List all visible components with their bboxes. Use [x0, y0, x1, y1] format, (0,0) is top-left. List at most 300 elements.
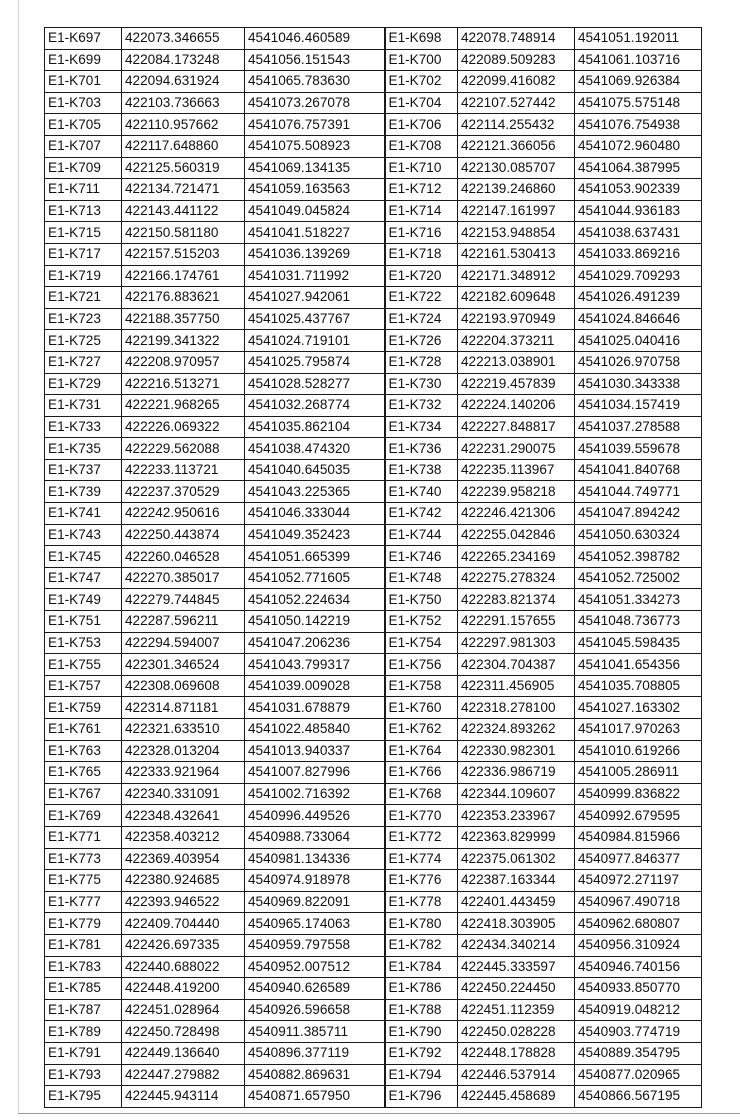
point-id-cell: E1-K782	[385, 934, 458, 956]
point-id-cell: E1-K740	[385, 481, 458, 503]
point-id-cell: E1-K732	[385, 395, 458, 417]
y-coordinate-cell: 4541031.711992	[245, 265, 385, 287]
y-coordinate-cell: 4540962.680807	[575, 913, 702, 935]
y-coordinate-cell: 4541026.970758	[575, 351, 702, 373]
y-coordinate-cell: 4541037.278588	[575, 416, 702, 438]
x-coordinate-cell: 422369.403954	[122, 848, 245, 870]
point-id-cell: E1-K787	[45, 999, 122, 1021]
x-coordinate-cell: 422446.537914	[458, 1064, 575, 1086]
x-coordinate-cell: 422153.948854	[458, 222, 575, 244]
y-coordinate-cell: 4540919.048212	[575, 999, 702, 1021]
point-id-cell: E1-K773	[45, 848, 122, 870]
table-row	[45, 740, 702, 762]
y-coordinate-cell: 4541038.474320	[245, 438, 385, 460]
x-coordinate-cell: 422353.233967	[458, 805, 575, 827]
y-coordinate-cell: 4540926.596658	[245, 999, 385, 1021]
x-coordinate-cell: 422283.821374	[458, 589, 575, 611]
point-id-cell: E1-K791	[45, 1042, 122, 1064]
point-id-cell: E1-K748	[385, 567, 458, 589]
y-coordinate-cell: 4541040.645035	[245, 459, 385, 481]
x-coordinate-cell: 422224.140206	[458, 395, 575, 417]
y-coordinate-cell: 4541031.678879	[245, 697, 385, 719]
y-coordinate-cell: 4541025.795874	[245, 351, 385, 373]
table-row	[45, 243, 702, 265]
point-id-cell: E1-K727	[45, 351, 122, 373]
x-coordinate-cell: 422358.403212	[122, 826, 245, 848]
table-row	[45, 351, 702, 373]
point-id-cell: E1-K729	[45, 373, 122, 395]
x-coordinate-cell: 422239.958218	[458, 481, 575, 503]
table-row	[45, 1042, 702, 1064]
y-coordinate-cell: 4541065.783630	[245, 71, 385, 93]
y-coordinate-cell: 4541049.352423	[245, 524, 385, 546]
x-coordinate-cell: 422401.443459	[458, 891, 575, 913]
table-row	[45, 891, 702, 913]
y-coordinate-cell: 4541053.902339	[575, 179, 702, 201]
table-row	[45, 481, 702, 503]
y-coordinate-cell: 4540933.850770	[575, 978, 702, 1000]
x-coordinate-cell: 422134.721471	[122, 179, 245, 201]
y-coordinate-cell: 4540946.740156	[575, 956, 702, 978]
point-id-cell: E1-K751	[45, 611, 122, 633]
point-id-cell: E1-K757	[45, 675, 122, 697]
y-coordinate-cell: 4541052.771605	[245, 567, 385, 589]
point-id-cell: E1-K762	[385, 719, 458, 741]
point-id-cell: E1-K746	[385, 546, 458, 568]
table-row	[45, 287, 702, 309]
y-coordinate-cell: 4540952.007512	[245, 956, 385, 978]
table-row	[45, 330, 702, 352]
x-coordinate-cell: 422291.157655	[458, 611, 575, 633]
y-coordinate-cell: 4541076.754938	[575, 114, 702, 136]
point-id-cell: E1-K749	[45, 589, 122, 611]
point-id-cell: E1-K789	[45, 1021, 122, 1043]
table-row	[45, 503, 702, 525]
x-coordinate-cell: 422434.340214	[458, 934, 575, 956]
y-coordinate-cell: 4540866.567195	[575, 1086, 702, 1108]
point-id-cell: E1-K750	[385, 589, 458, 611]
table-row	[45, 762, 702, 784]
table-row	[45, 934, 702, 956]
y-coordinate-cell: 4541041.518227	[245, 222, 385, 244]
x-coordinate-cell: 422242.950616	[122, 503, 245, 525]
y-coordinate-cell: 4541051.192011	[575, 28, 702, 50]
point-id-cell: E1-K714	[385, 200, 458, 222]
table-row	[45, 200, 702, 222]
x-coordinate-cell: 422246.421306	[458, 503, 575, 525]
point-id-cell: E1-K755	[45, 654, 122, 676]
table-row	[45, 1021, 702, 1043]
y-coordinate-cell: 4540977.846377	[575, 848, 702, 870]
point-id-cell: E1-K788	[385, 999, 458, 1021]
table-row	[45, 373, 702, 395]
point-id-cell: E1-K774	[385, 848, 458, 870]
y-coordinate-cell: 4541039.009028	[245, 675, 385, 697]
x-coordinate-cell: 422171.348912	[458, 265, 575, 287]
point-id-cell: E1-K712	[385, 179, 458, 201]
point-id-cell: E1-K735	[45, 438, 122, 460]
x-coordinate-cell: 422182.609648	[458, 287, 575, 309]
point-id-cell: E1-K790	[385, 1021, 458, 1043]
x-coordinate-cell: 422150.581180	[122, 222, 245, 244]
point-id-cell: E1-K769	[45, 805, 122, 827]
x-coordinate-cell: 422270.385017	[122, 567, 245, 589]
point-id-cell: E1-K720	[385, 265, 458, 287]
y-coordinate-cell: 4540984.815966	[575, 826, 702, 848]
y-coordinate-cell: 4541028.528277	[245, 373, 385, 395]
point-id-cell: E1-K739	[45, 481, 122, 503]
point-id-cell: E1-K731	[45, 395, 122, 417]
y-coordinate-cell: 4541039.559678	[575, 438, 702, 460]
point-id-cell: E1-K738	[385, 459, 458, 481]
point-id-cell: E1-K716	[385, 222, 458, 244]
x-coordinate-cell: 422449.136640	[122, 1042, 245, 1064]
point-id-cell: E1-K778	[385, 891, 458, 913]
x-coordinate-cell: 422213.038901	[458, 351, 575, 373]
x-coordinate-cell: 422110.957662	[122, 114, 245, 136]
point-id-cell: E1-K724	[385, 308, 458, 330]
table-row	[45, 546, 702, 568]
y-coordinate-cell: 4541005.286911	[575, 762, 702, 784]
point-id-cell: E1-K783	[45, 956, 122, 978]
x-coordinate-cell: 422125.560319	[122, 157, 245, 179]
table-row	[45, 222, 702, 244]
point-id-cell: E1-K759	[45, 697, 122, 719]
point-id-cell: E1-K794	[385, 1064, 458, 1086]
y-coordinate-cell: 4541044.936183	[575, 200, 702, 222]
table-row	[45, 589, 702, 611]
table-row	[45, 826, 702, 848]
x-coordinate-cell: 422308.069608	[122, 675, 245, 697]
y-coordinate-cell: 4541034.157419	[575, 395, 702, 417]
x-coordinate-cell: 422324.893262	[458, 719, 575, 741]
point-id-cell: E1-K780	[385, 913, 458, 935]
x-coordinate-cell: 422314.871181	[122, 697, 245, 719]
x-coordinate-cell: 422231.290075	[458, 438, 575, 460]
point-id-cell: E1-K723	[45, 308, 122, 330]
x-coordinate-cell: 422445.333597	[458, 956, 575, 978]
point-id-cell: E1-K792	[385, 1042, 458, 1064]
y-coordinate-cell: 4541052.725002	[575, 567, 702, 589]
x-coordinate-cell: 422393.946522	[122, 891, 245, 913]
point-id-cell: E1-K775	[45, 870, 122, 892]
x-coordinate-cell: 422287.596211	[122, 611, 245, 633]
point-id-cell: E1-K767	[45, 783, 122, 805]
y-coordinate-cell: 4541010.619266	[575, 740, 702, 762]
y-coordinate-cell: 4541048.736773	[575, 611, 702, 633]
y-coordinate-cell: 4541046.333044	[245, 503, 385, 525]
y-coordinate-cell: 4541035.862104	[245, 416, 385, 438]
y-coordinate-cell: 4540903.774719	[575, 1021, 702, 1043]
point-id-cell: E1-K698	[385, 28, 458, 50]
point-id-cell: E1-K765	[45, 762, 122, 784]
x-coordinate-cell: 422265.234169	[458, 546, 575, 568]
y-coordinate-cell: 4540871.657950	[245, 1086, 385, 1108]
x-coordinate-cell: 422380.924685	[122, 870, 245, 892]
table-row	[45, 459, 702, 481]
y-coordinate-cell: 4541064.387995	[575, 157, 702, 179]
x-coordinate-cell: 422121.366056	[458, 135, 575, 157]
y-coordinate-cell: 4541075.575148	[575, 92, 702, 114]
x-coordinate-cell: 422073.346655	[122, 28, 245, 50]
point-id-cell: E1-K756	[385, 654, 458, 676]
x-coordinate-cell: 422099.416082	[458, 71, 575, 93]
x-coordinate-cell: 422387.163344	[458, 870, 575, 892]
point-id-cell: E1-K793	[45, 1064, 122, 1086]
point-id-cell: E1-K796	[385, 1086, 458, 1108]
scan-bottom-edge	[18, 1113, 740, 1114]
table-row	[45, 49, 702, 71]
point-id-cell: E1-K741	[45, 503, 122, 525]
y-coordinate-cell: 4540981.134336	[245, 848, 385, 870]
point-id-cell: E1-K722	[385, 287, 458, 309]
y-coordinate-cell: 4541027.163302	[575, 697, 702, 719]
point-id-cell: E1-K758	[385, 675, 458, 697]
y-coordinate-cell: 4541032.268774	[245, 395, 385, 417]
x-coordinate-cell: 422328.013204	[122, 740, 245, 762]
x-coordinate-cell: 422450.028228	[458, 1021, 575, 1043]
point-id-cell: E1-K719	[45, 265, 122, 287]
x-coordinate-cell: 422321.633510	[122, 719, 245, 741]
point-id-cell: E1-K745	[45, 546, 122, 568]
y-coordinate-cell: 4541061.103716	[575, 49, 702, 71]
x-coordinate-cell: 422147.161997	[458, 200, 575, 222]
x-coordinate-cell: 422103.736663	[122, 92, 245, 114]
y-coordinate-cell: 4541051.665399	[245, 546, 385, 568]
point-id-cell: E1-K761	[45, 719, 122, 741]
y-coordinate-cell: 4541025.437767	[245, 308, 385, 330]
point-id-cell: E1-K711	[45, 179, 122, 201]
y-coordinate-cell: 4541056.151543	[245, 49, 385, 71]
point-id-cell: E1-K701	[45, 71, 122, 93]
point-id-cell: E1-K713	[45, 200, 122, 222]
point-id-cell: E1-K771	[45, 826, 122, 848]
x-coordinate-cell: 422237.370529	[122, 481, 245, 503]
point-id-cell: E1-K766	[385, 762, 458, 784]
y-coordinate-cell: 4540877.020965	[575, 1064, 702, 1086]
x-coordinate-cell: 422440.688022	[122, 956, 245, 978]
x-coordinate-cell: 422176.883621	[122, 287, 245, 309]
x-coordinate-cell: 422255.042846	[458, 524, 575, 546]
point-id-cell: E1-K718	[385, 243, 458, 265]
x-coordinate-cell: 422297.981303	[458, 632, 575, 654]
x-coordinate-cell: 422078.748914	[458, 28, 575, 50]
table-row	[45, 265, 702, 287]
table-row	[45, 92, 702, 114]
point-id-cell: E1-K770	[385, 805, 458, 827]
x-coordinate-cell: 422221.968265	[122, 395, 245, 417]
table-row	[45, 675, 702, 697]
x-coordinate-cell: 422275.278324	[458, 567, 575, 589]
table-row	[45, 1064, 702, 1086]
point-id-cell: E1-K763	[45, 740, 122, 762]
y-coordinate-cell: 4541036.139269	[245, 243, 385, 265]
point-id-cell: E1-K734	[385, 416, 458, 438]
y-coordinate-cell: 4541013.940337	[245, 740, 385, 762]
y-coordinate-cell: 4541025.040416	[575, 330, 702, 352]
y-coordinate-cell: 4541041.654356	[575, 654, 702, 676]
x-coordinate-cell: 422107.527442	[458, 92, 575, 114]
y-coordinate-cell: 4541038.637431	[575, 222, 702, 244]
y-coordinate-cell: 4541026.491239	[575, 287, 702, 309]
point-id-cell: E1-K707	[45, 135, 122, 157]
y-coordinate-cell: 4540967.490718	[575, 891, 702, 913]
table-row	[45, 999, 702, 1021]
point-id-cell: E1-K721	[45, 287, 122, 309]
table-row	[45, 719, 702, 741]
x-coordinate-cell: 422448.419200	[122, 978, 245, 1000]
x-coordinate-cell: 422166.174761	[122, 265, 245, 287]
point-id-cell: E1-K700	[385, 49, 458, 71]
point-id-cell: E1-K706	[385, 114, 458, 136]
x-coordinate-cell: 422117.648860	[122, 135, 245, 157]
y-coordinate-cell: 4541044.749771	[575, 481, 702, 503]
x-coordinate-cell: 422130.085707	[458, 157, 575, 179]
x-coordinate-cell: 422311.456905	[458, 675, 575, 697]
point-id-cell: E1-K753	[45, 632, 122, 654]
table-row	[45, 978, 702, 1000]
x-coordinate-cell: 422157.515203	[122, 243, 245, 265]
y-coordinate-cell: 4541046.460589	[245, 28, 385, 50]
table-row	[45, 28, 702, 50]
y-coordinate-cell: 4541073.267078	[245, 92, 385, 114]
y-coordinate-cell: 4540940.626589	[245, 978, 385, 1000]
y-coordinate-cell: 4541041.840768	[575, 459, 702, 481]
point-id-cell: E1-K772	[385, 826, 458, 848]
x-coordinate-cell: 422260.046528	[122, 546, 245, 568]
y-coordinate-cell: 4540969.822091	[245, 891, 385, 913]
point-id-cell: E1-K768	[385, 783, 458, 805]
y-coordinate-cell: 4541027.942061	[245, 287, 385, 309]
x-coordinate-cell: 422375.061302	[458, 848, 575, 870]
x-coordinate-cell: 422363.829999	[458, 826, 575, 848]
table-row	[45, 524, 702, 546]
table-row	[45, 114, 702, 136]
y-coordinate-cell: 4541050.630324	[575, 524, 702, 546]
point-id-cell: E1-K736	[385, 438, 458, 460]
y-coordinate-cell: 4540965.174063	[245, 913, 385, 935]
x-coordinate-cell: 422450.224450	[458, 978, 575, 1000]
x-coordinate-cell: 422229.562088	[122, 438, 245, 460]
x-coordinate-cell: 422204.373211	[458, 330, 575, 352]
point-id-cell: E1-K708	[385, 135, 458, 157]
x-coordinate-cell: 422448.178828	[458, 1042, 575, 1064]
table-row	[45, 870, 702, 892]
y-coordinate-cell: 4541072.960480	[575, 135, 702, 157]
x-coordinate-cell: 422344.109607	[458, 783, 575, 805]
x-coordinate-cell: 422340.331091	[122, 783, 245, 805]
point-id-cell: E1-K697	[45, 28, 122, 50]
y-coordinate-cell: 4541024.846646	[575, 308, 702, 330]
point-id-cell: E1-K781	[45, 934, 122, 956]
x-coordinate-cell: 422450.728498	[122, 1021, 245, 1043]
table-row	[45, 632, 702, 654]
x-coordinate-cell: 422188.357750	[122, 308, 245, 330]
y-coordinate-cell: 4541050.142219	[245, 611, 385, 633]
point-id-cell: E1-K760	[385, 697, 458, 719]
y-coordinate-cell: 4541017.970263	[575, 719, 702, 741]
x-coordinate-cell: 422250.443874	[122, 524, 245, 546]
x-coordinate-cell: 422304.704387	[458, 654, 575, 676]
y-coordinate-cell: 4541047.894242	[575, 503, 702, 525]
y-coordinate-cell: 4541045.598435	[575, 632, 702, 654]
y-coordinate-cell: 4541052.398782	[575, 546, 702, 568]
point-id-cell: E1-K776	[385, 870, 458, 892]
point-id-cell: E1-K730	[385, 373, 458, 395]
point-id-cell: E1-K715	[45, 222, 122, 244]
point-id-cell: E1-K703	[45, 92, 122, 114]
point-id-cell: E1-K737	[45, 459, 122, 481]
x-coordinate-cell: 422193.970949	[458, 308, 575, 330]
coordinate-table-body	[45, 28, 702, 1108]
y-coordinate-cell: 4540996.449526	[245, 805, 385, 827]
x-coordinate-cell: 422227.848817	[458, 416, 575, 438]
y-coordinate-cell: 4541076.757391	[245, 114, 385, 136]
table-row	[45, 1086, 702, 1108]
x-coordinate-cell: 422418.303905	[458, 913, 575, 935]
x-coordinate-cell: 422294.594007	[122, 632, 245, 654]
point-id-cell: E1-K704	[385, 92, 458, 114]
point-id-cell: E1-K747	[45, 567, 122, 589]
x-coordinate-cell: 422216.513271	[122, 373, 245, 395]
x-coordinate-cell: 422139.246860	[458, 179, 575, 201]
y-coordinate-cell: 4541024.719101	[245, 330, 385, 352]
point-id-cell: E1-K754	[385, 632, 458, 654]
y-coordinate-cell: 4540911.385711	[245, 1021, 385, 1043]
table-row	[45, 71, 702, 93]
table-row	[45, 157, 702, 179]
x-coordinate-cell: 422318.278100	[458, 697, 575, 719]
point-id-cell: E1-K742	[385, 503, 458, 525]
y-coordinate-cell: 4540974.918978	[245, 870, 385, 892]
y-coordinate-cell: 4541029.709293	[575, 265, 702, 287]
y-coordinate-cell: 4541047.206236	[245, 632, 385, 654]
point-id-cell: E1-K752	[385, 611, 458, 633]
table-row	[45, 654, 702, 676]
x-coordinate-cell: 422161.530413	[458, 243, 575, 265]
x-coordinate-cell: 422199.341322	[122, 330, 245, 352]
y-coordinate-cell: 4540956.310924	[575, 934, 702, 956]
point-id-cell: E1-K785	[45, 978, 122, 1000]
x-coordinate-cell: 422445.458689	[458, 1086, 575, 1108]
table-row	[45, 395, 702, 417]
table-row	[45, 308, 702, 330]
point-id-cell: E1-K784	[385, 956, 458, 978]
y-coordinate-cell: 4541069.926384	[575, 71, 702, 93]
x-coordinate-cell: 422233.113721	[122, 459, 245, 481]
y-coordinate-cell: 4541075.508923	[245, 135, 385, 157]
table-row	[45, 179, 702, 201]
y-coordinate-cell: 4540882.869631	[245, 1064, 385, 1086]
x-coordinate-cell: 422409.704440	[122, 913, 245, 935]
y-coordinate-cell: 4540959.797558	[245, 934, 385, 956]
x-coordinate-cell: 422426.697335	[122, 934, 245, 956]
point-id-cell: E1-K728	[385, 351, 458, 373]
point-id-cell: E1-K717	[45, 243, 122, 265]
table-row	[45, 135, 702, 157]
y-coordinate-cell: 4541002.716392	[245, 783, 385, 805]
x-coordinate-cell: 422301.346524	[122, 654, 245, 676]
x-coordinate-cell: 422333.921964	[122, 762, 245, 784]
y-coordinate-cell: 4541030.343338	[575, 373, 702, 395]
x-coordinate-cell: 422208.970957	[122, 351, 245, 373]
table-row	[45, 848, 702, 870]
point-id-cell: E1-K726	[385, 330, 458, 352]
y-coordinate-cell: 4541049.045824	[245, 200, 385, 222]
y-coordinate-cell: 4541007.827996	[245, 762, 385, 784]
scan-left-edge	[18, 0, 19, 1113]
x-coordinate-cell: 422226.069322	[122, 416, 245, 438]
